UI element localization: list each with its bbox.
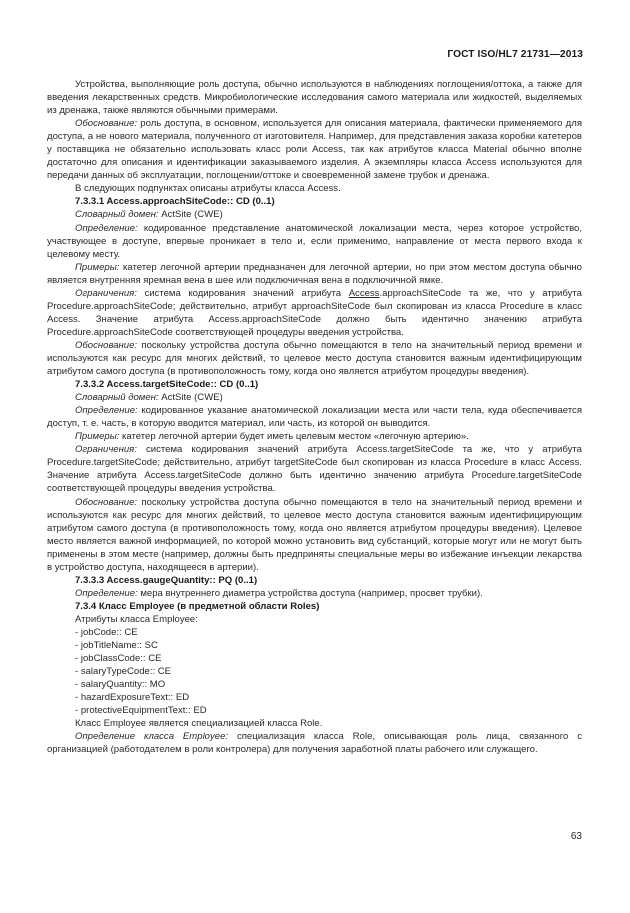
paragraph-text: система кодирования значений атрибута xyxy=(136,287,349,299)
body-paragraph xyxy=(47,208,582,221)
paragraph-label: Ограничения: xyxy=(75,444,137,456)
paragraph-text: роль доступа, в основном, используется для описания материала, фактически применяемого для доступа, а не нового материала, полученного от изготовителя. Например, для представления заказа коробки катетеров у поставщика не обязательно использовать класс роли Access, так как атрибутов класса Material обычно вполне достаточно для описания и идентификации заказываемого изделия. А экземпляры класса Access используются для передачи данных об эксплуатации, поглощении/оттоке и своевременной замене трубок и дренажа. xyxy=(47,118,582,182)
paragraph-text: Устройства, выполняющие роль доступа, обычно используются в наблюдениях поглощения/оттока, а также для введения лекарственных средств. Микробиологические исследования самого материала или жидкостей, выделяемых из дренажа, также являются обычными примерами. xyxy=(47,79,582,117)
paragraph-label: Примеры: xyxy=(75,431,120,443)
section-heading: 7.3.3.2 Access.targetSiteCode:: CD (0..1) xyxy=(75,379,259,391)
paragraph-label: Ограничения: xyxy=(75,287,137,299)
attribute-list-item: - salaryQuantity:: MO xyxy=(75,679,166,691)
body-paragraph xyxy=(47,404,582,430)
underlined-term: Access xyxy=(348,287,380,299)
body-paragraph xyxy=(47,339,582,378)
attribute-list-item: - hazardExposureText:: ED xyxy=(75,692,190,704)
document-body xyxy=(47,78,582,756)
attribute-list-item: - salaryTypeCode:: CE xyxy=(75,666,172,678)
body-paragraph xyxy=(47,496,582,574)
body-paragraph xyxy=(47,730,582,756)
section-heading: 7.3.3.3 Access.gaugeQuantity:: PQ (0..1) xyxy=(75,574,258,586)
paragraph-text: ActSite (CWE) xyxy=(158,209,223,221)
paragraph-label: Определение: xyxy=(75,405,138,417)
paragraph-label: Примеры: xyxy=(75,261,120,273)
paragraph-text: катетер легочной артерии предназначен для легочной артерии, но при этом местом доступа обычно является внутренняя яремная вена в шее или подключичная вена в подключичной ямке. xyxy=(47,261,582,286)
paragraph-text: катетер легочной артерии будет иметь целевым местом «легочную артерию». xyxy=(119,431,469,443)
body-paragraph xyxy=(47,430,582,443)
paragraph-text: мера внутреннего диаметра устройства доступа (например, просвет трубки). xyxy=(137,587,483,599)
attribute-list-item: - jobCode:: CE xyxy=(75,626,138,638)
attribute-list-item: - protectiveEquipmentText:: ED xyxy=(75,705,207,717)
paragraph-label: Обоснование: xyxy=(75,339,138,351)
paragraph-text: Атрибуты класса Employee: xyxy=(75,613,198,625)
paragraph-label: Определение: xyxy=(75,222,138,234)
attribute-list-item: - jobClassCode:: CE xyxy=(75,653,162,665)
section-heading: 7.3.4 Класс Employee (в предметной области Roles) xyxy=(75,600,320,612)
body-paragraph xyxy=(47,261,582,287)
paragraph-text: кодированное указание анатомической локализации места или части тела, куда обеспечивается доступ, т. е. часть, в которую вводится материал, или часть, из которой он выводится. xyxy=(47,405,582,430)
paragraph-text: Класс Employee является специализацией класса Role. xyxy=(75,718,323,730)
paragraph-label: Обоснование: xyxy=(75,496,138,508)
paragraph-text: В следующих подпунктах описаны атрибуты класса Access. xyxy=(75,183,341,195)
body-paragraph xyxy=(47,182,582,195)
paragraph-text: система кодирования значений атрибута Access.targetSiteCode та же, что у атрибута Procedure.targetSiteCode; действительно, атрибут targetSiteCode был скопирован из класса Procedure в класс Access. Значение атрибута Access.targetSiteCode должно быть идентично значению атрибута Procedure.targetSiteCode соответствующей процедуры введения устройства. xyxy=(47,444,582,495)
body-paragraph xyxy=(47,613,582,626)
attribute-list-item: - jobTitleName:: SC xyxy=(75,640,158,652)
paragraph-label: Определение: xyxy=(75,587,138,599)
paragraph-text: поскольку устройства доступа обычно помещаются в тело на значительный период времени и используются как ресурс для многих действий, то целевое место доступа становится важным идентифицирующим атрибутом самого доступа (в противоположность тому, когда оно является атрибутом процедуры введения). Целевое место является важной информацией, по которой можно установить вид субстанций, которые могут или не могут быть применены в этом месте (например, должны быть предприняты специальные меры во избежание инъекции лекарства в устройство доступа, находящееся в артерии). xyxy=(47,496,582,573)
body-paragraph xyxy=(47,587,582,600)
page-number: 63 xyxy=(570,831,582,842)
section-heading: 7.3.3.1 Access.approachSiteCode:: CD (0..1) xyxy=(75,196,275,208)
document-header: ГОСТ ISO/HL7 21731—2013 xyxy=(447,49,583,60)
paragraph-text: поскольку устройства доступа обычно помещаются в тело на значительный период времени и используются как ресурс для многих действий, то целевое место доступа становится важным идентифицирующим атрибутом самого доступа (в противоположность тому, когда оно является атрибутом процедуры введения). xyxy=(47,339,582,378)
body-paragraph xyxy=(47,391,582,404)
body-paragraph xyxy=(47,222,582,261)
body-paragraph xyxy=(47,717,582,730)
body-paragraph xyxy=(47,443,582,495)
body-paragraph xyxy=(47,287,582,339)
paragraph-text: специализация класса Role, описывающая роль лица, связанного с организацией (работодателем в роли контролера) для получения заработной платы рабочего или служащего. xyxy=(47,731,582,756)
paragraph-label: Словарный домен: xyxy=(75,209,159,221)
body-paragraph xyxy=(47,78,582,117)
paragraph-label: Словарный домен: xyxy=(75,392,159,404)
paragraph-label: Определение класса Employee: xyxy=(75,731,229,743)
paragraph-text: ActSite (CWE) xyxy=(158,392,223,404)
paragraph-label: Обоснование: xyxy=(75,118,138,130)
paragraph-text: .approachSiteCode та же, что у атрибута Procedure.approachSiteCode; действительно, атрибут approachSiteCode был скопирован из класса Procedure в класс Access. Значение атрибута Access.approachSiteCode должно быть идентично значению атрибута Procedure.approachSiteCode соответствующей процедуры введения устройства. xyxy=(47,287,582,338)
body-paragraph xyxy=(47,117,582,182)
paragraph-text: кодированное представление анатомической локализации места, через которое устройство, участвующее в доступе, впервые проникает в тело и, если применимо, направление от места первого входа к целевому месту. xyxy=(47,222,582,260)
